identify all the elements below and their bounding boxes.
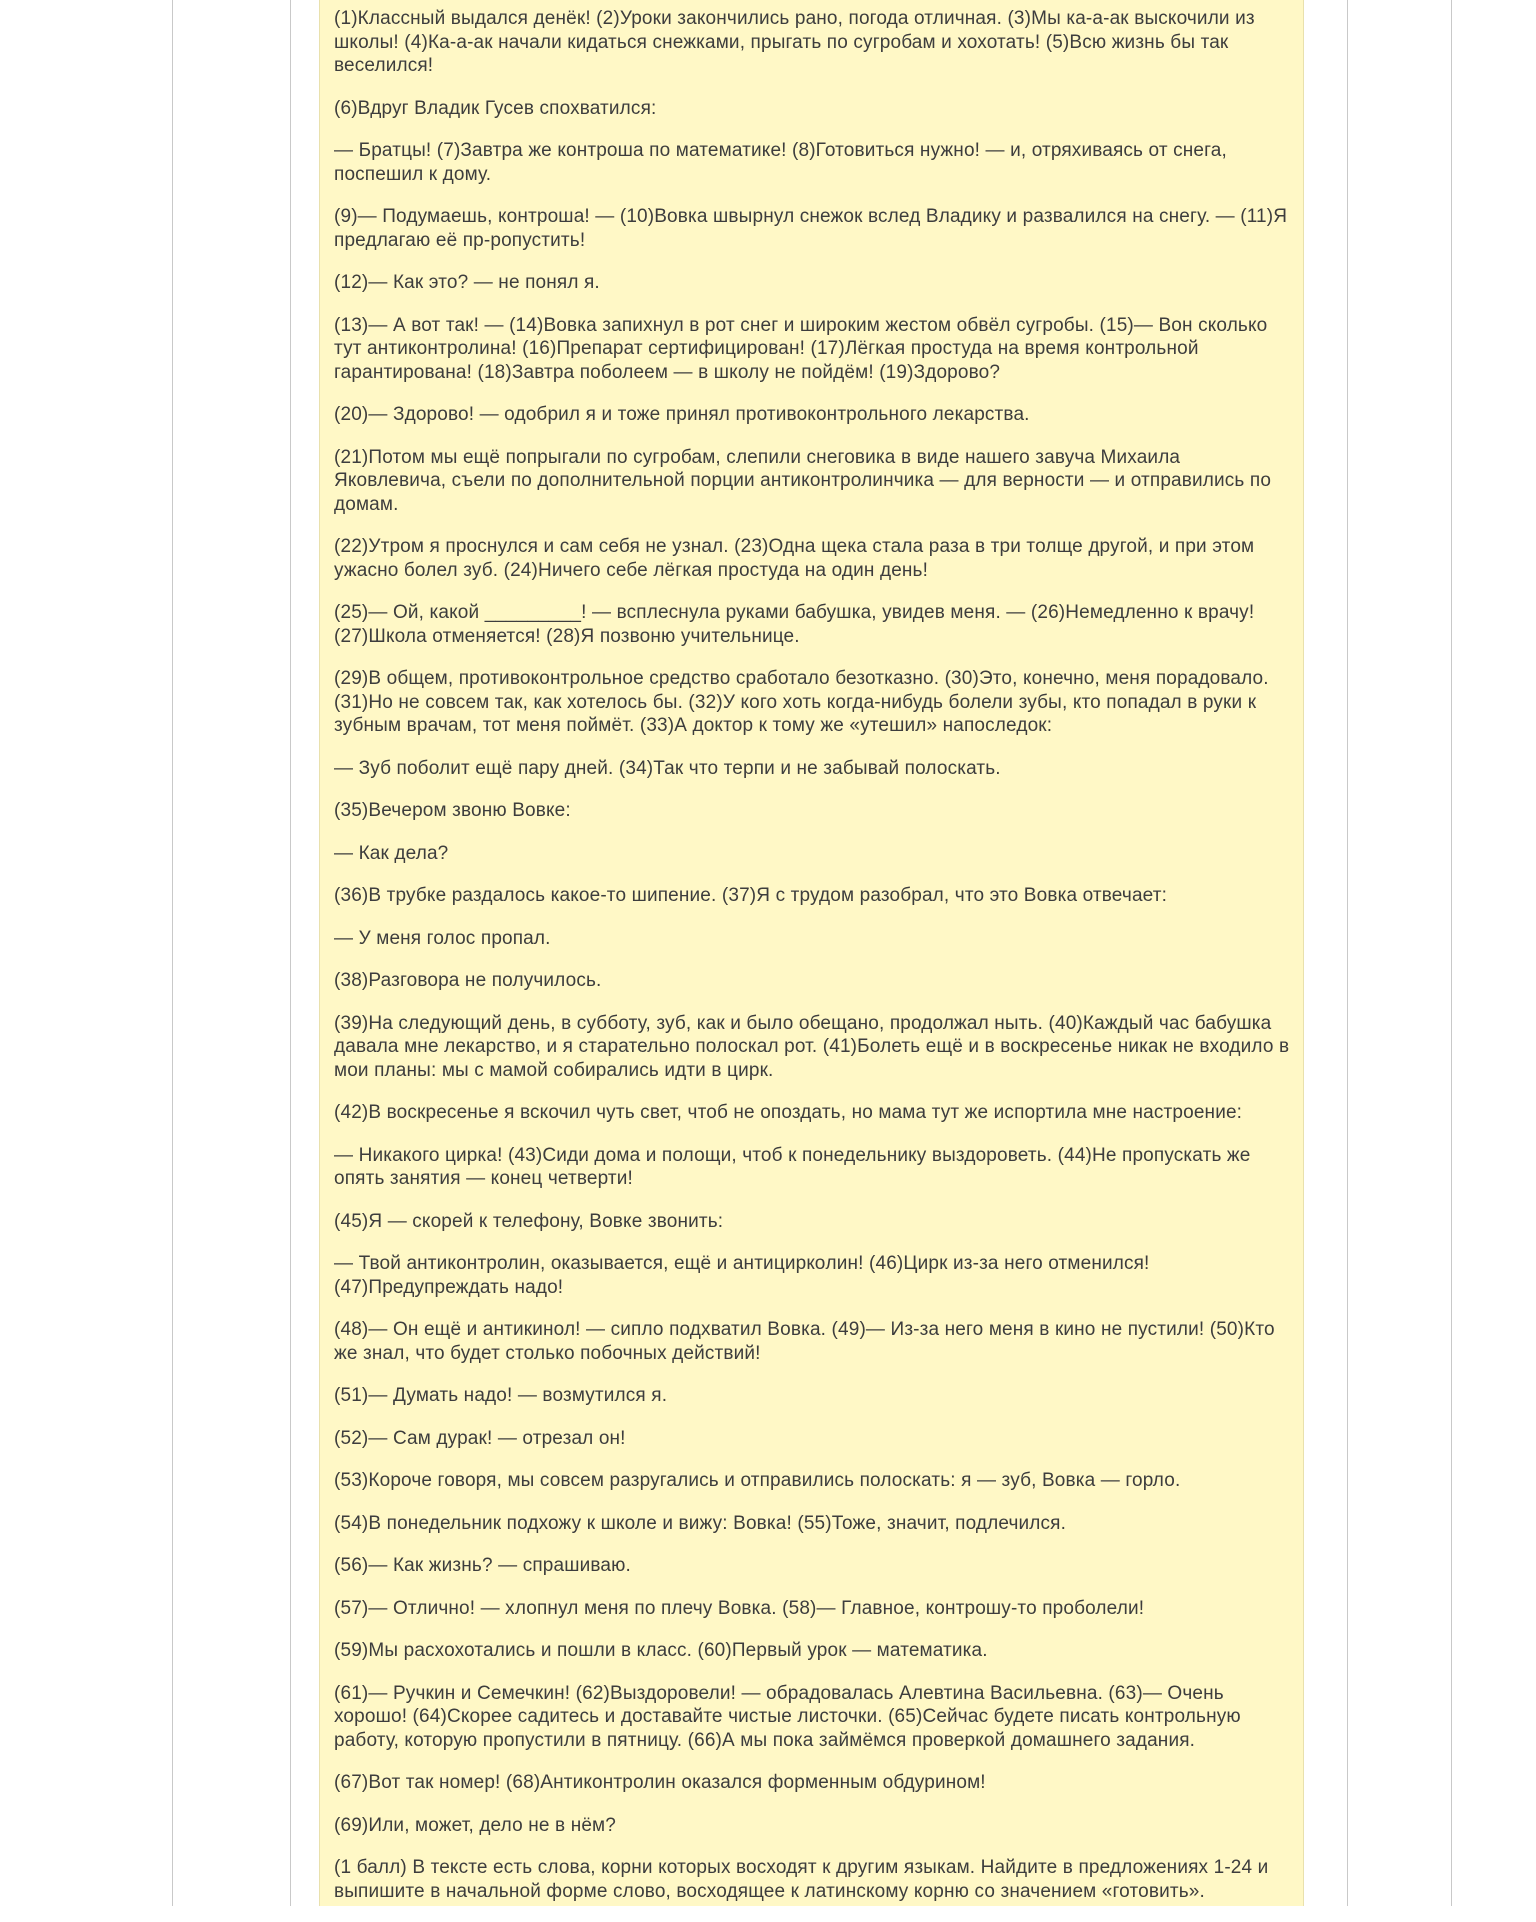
paragraph: — Братцы! (7)Завтра же контроша по математике! (8)Готовиться нужно! — и, отряхиваясь от снега, поспешил к дому. [334, 140, 1227, 185]
paragraph: — Твой антиконтролин, оказывается, ещё и антициркoлин! (46)Цирк из-за него отменился! (47)Предупреждать надо! [334, 1253, 1150, 1298]
paragraph: (9)— Подумаешь, контроша! — (10)Вовка швырнул снежок вслед Владику и развалился на снегу. — (11)Я предлагаю её пр-ропустить! [334, 206, 1288, 251]
left-inner-border [290, 0, 291, 1906]
paragraph: (54)В понедельник подхожу к школе и вижу: Вовка! (55)Тоже, значит, подлечился. [334, 1512, 1067, 1534]
paragraph: (57)— Отлично! — хлопнул меня по плечу Вовка. (58)— Главное, контрошу-то проболели! [334, 1597, 1145, 1619]
paragraph: (29)В общем, противоконтрольное средство сработало безотказно. (30)Это, конечно, меня порадовало. (31)Но не совсем так, как хотелось бы. (32)У кого хоть когда-нибудь болели зубы, кто попадал в руки к зубным врачам, тот меня поймёт. (33)А доктор к тому же «утешил» напоследок: [334, 668, 1269, 736]
paragraph: (48)— Он ещё и антикинол! — сипло подхватил Вовка. (49)— Из-за него меня в кино не пустили! (50)Кто же знал, что будет столько побочных действий! [334, 1319, 1275, 1364]
paragraph: — У меня голос пропал. [334, 927, 551, 949]
paragraph: (61)— Ручкин и Семечкин! (62)Выздоровели! — обрадовалась Алевтина Васильевна. (63)— Очень хорошо! (64)Скорее садитесь и доставайте чистые листочки. (65)Сейчас будете писать контрольную работу, которую пропустили в пятницу. (66)А мы пока займёмся проверкой домашнего задания. [334, 1682, 1241, 1751]
paragraph: (52)— Сам дурак! — отрезал он! [334, 1427, 626, 1449]
paragraph: (1)Классный выдался денёк! (2)Уроки закончились рано, погода отличная. (3)Мы ка-а-ак выскочили из школы! (4)Ка-а-ак начали кидаться снежками, прыгать по сугробам и хохотать! (5)Всю жизнь бы так веселился! [334, 8, 1255, 76]
paragraph: (25)— Ой, какой _________! — всплеснула руками бабушка, увидев меня. — (26)Немедленно к врачу! (27)Школа отменяется! (28)Я позвоню учительнице. [334, 602, 1255, 647]
right-outer-border [1451, 0, 1452, 1906]
paragraph: (6)Вдруг Владик Гусев спохватился: [334, 97, 657, 119]
story-text [334, 7, 1294, 1922]
paragraph: (22)Утром я проснулся и сам себя не узнал. (23)Одна щека стала раза в три толще другой, и при этом ужасно болел зуб. (24)Ничего себе лёгкая простуда на один день! [334, 536, 1255, 581]
paragraph: (69)Или, может, дело не в нём? [334, 1814, 616, 1836]
left-outer-border [172, 0, 173, 1906]
paragraph: (36)В трубке раздалось какое-то шипение. (37)Я с трудом разобрал, что это Вовка отвечает: [334, 885, 1168, 906]
paragraph: (45)Я — скорей к телефону, Вовке звонить: [334, 1210, 724, 1232]
right-inner-border [1347, 0, 1348, 1906]
paragraph: (53)Короче говоря, мы совсем разругались и отправились полоскать: я — зуб, Вовка — горло. [334, 1470, 1181, 1491]
paragraph: (39)На следующий день, в субботу, зуб, как и было обещано, продолжал ныть. (40)Каждый час бабушка давала мне лекарство, и я старательно полоскал рот. (41)Болеть ещё и в воскресенье никак не входило в мои планы: мы с мамой собирались идти в цирк. [334, 1012, 1290, 1081]
paragraph: (38)Разговора не получилось. [334, 970, 602, 991]
paragraph: (67)Вот так номер! (68)Антиконтролин оказался форменным обдурином! [334, 1772, 986, 1793]
paragraph: (56)— Как жизнь? — спрашиваю. [334, 1555, 631, 1576]
paragraph: — Зуб поболит ещё пару дней. (34)Так что терпи и не забывай полоскать. [334, 757, 1001, 779]
paragraph: (35)Вечером звоню Вовке: [334, 800, 571, 821]
paragraph: (21)Потом мы ещё попрыгали по сугробам, слепили снеговика в виде нашего завуча Михаила Яковлевича, съели по дополнительной порции антиконтролинчика — для верности — и отправились по домам. [334, 446, 1272, 515]
paragraph: — Как дела? [334, 842, 449, 864]
paragraph: — Никакого цирка! (43)Сиди дома и полощи, чтоб к понедельнику выздороветь. (44)Не пропускать же опять занятия — конец четверти! [334, 1144, 1251, 1189]
paragraph: (51)— Думать надо! — возмутился я. [334, 1385, 668, 1406]
paragraph: (59)Мы расхохотались и пошли в класс. (60)Первый урок — математика. [334, 1640, 988, 1661]
paragraph: (20)— Здорово! — одобрил я и тоже принял противоконтрольного лекарства. [334, 404, 1030, 425]
paragraph: (12)— Как это? — не понял я. [334, 272, 600, 293]
paragraph: (13)— А вот так! — (14)Вовка запихнул в рот снег и широким жестом обвёл сугробы. (15)— Вон сколько тут антиконтролина! (16)Препарат сертифицирован! (17)Лёгкая простуда на время контрольной гарантирована! (18)Завтра поболеем — в школу не пойдём! (19)Здорово? [334, 314, 1268, 383]
question-paragraph: (1 балл) В тексте есть слова, корни которых восходят к другим языкам. Найдите в предложениях 1-24 и выпишите в начальной форме слово, восходящее к латинскому корню со значением «готовить». [334, 1857, 1269, 1902]
paragraph: (42)В воскресенье я вскочил чуть свет, чтоб не опоздать, но мама тут же испортила мне настроение: [334, 1102, 1243, 1123]
